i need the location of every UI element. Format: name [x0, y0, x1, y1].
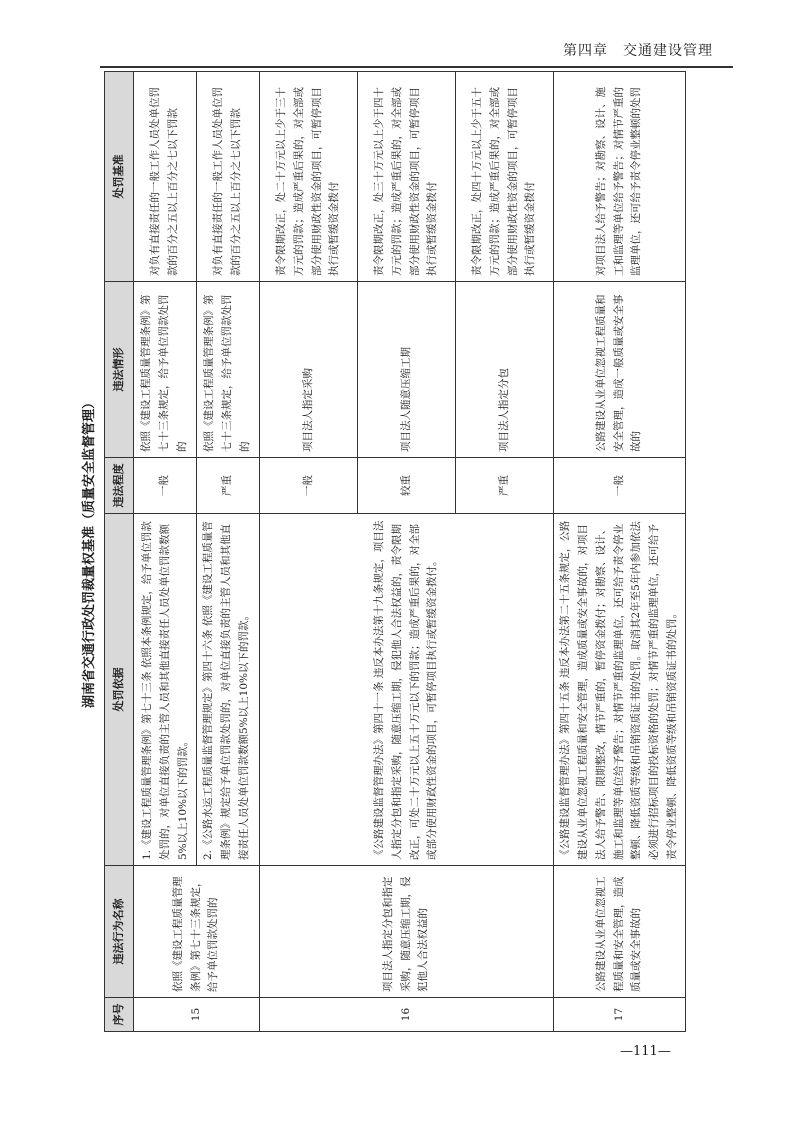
violation-degree: 一般 — [260, 458, 358, 514]
page-number: —111— — [620, 1044, 671, 1059]
header-rule — [100, 66, 733, 68]
penalty-standard: 对负有直接责任的一般工作人员处单位罚款的百分之五以上百分之七以下罚款 — [134, 72, 197, 282]
violation-degree: 一般 — [134, 458, 197, 514]
penalty-standard: 对负有直接责任的一般工作人员处单位罚款的百分之五以上百分之七以下罚款 — [197, 72, 260, 282]
legal-basis: 《公路建设监督管理办法》第四十五条 违反本办法第二十五条规定，公路建设从业单位忽视工程质量和安全管理，造成质量或安全事故的，对项目法人给予警告、限期整改，情节严重的，暂停资金拨付；对勘察、设计、施工和监理等单位给予警告；对情节严重的监理单位，还可给予责令停业整顿、降低资质等级和吊销资质证书的处罚。取消其2年至5年内参加依法必须进行招标项目的投标资格的处罚；对情节严重的监理单位，还可给予责令停业整顿、降低资质等级和吊销资质证书的处罚。 — [554, 514, 686, 866]
col-header-name: 违法行为名称 — [105, 866, 134, 998]
violation-name: 依照《建设工程质量管理条例》第七十三条规定，给予单位罚款处罚的 — [134, 866, 260, 998]
rotated-table-container — [82, 72, 679, 1032]
row-number: 16 — [260, 998, 554, 1032]
violation-situation: 公路建设从业单位忽视工程质量和安全管理，造成一般质量或安全事故的 — [554, 282, 686, 458]
col-header-no: 序号 — [105, 998, 134, 1032]
row-number: 17 — [554, 998, 686, 1032]
col-header-penalty: 处罚基准 — [105, 72, 134, 282]
col-header-degree: 违法程度 — [105, 458, 134, 514]
table-title: 湖南省交通行政处罚裁量权基准（质量安全监督管理） — [82, 396, 97, 709]
table-row — [260, 72, 358, 1032]
violation-degree: 一般 — [554, 458, 686, 514]
legal-basis-part: 2.《公路水运工程质量监督管理规定》第四十六条 依照《建设工程质量管理条例》规定给予单位罚款处罚的，对单位直接负责的主管人员和其他直接责任人员处单位罚款数额5%以上10%以下的罚款。 — [196, 514, 254, 865]
violation-situation: 项目法人指定分包 — [456, 282, 554, 458]
table-row — [554, 72, 686, 1032]
penalty-standard: 责令限期改正，处三十万元以上少于四十万元的罚款；造成严重后果的，对全部或部分使用财政性资金的项目，可暂停项目执行或暂缓资金拨付 — [358, 72, 456, 282]
col-header-basis: 处罚依据 — [105, 514, 134, 866]
page-header: 第四章 交通建设管理 — [563, 43, 713, 59]
violation-name: 公路建设从业单位忽视工程质量和安全管理，造成质量或安全事故的 — [554, 866, 686, 998]
violation-situation: 项目法人指定采购 — [260, 282, 358, 458]
col-header-situation: 违法情形 — [105, 282, 134, 458]
legal-basis: 《公路建设监督管理办法》第四十一条 违反本办法第十九条规定，项目法人指定分包和指定采购，随意压缩工期，侵犯他人合法权益的，责令限期改正，可处二十万元以上五十万元以下的罚款；造成严重后果的，对全部或部分使用财政性资金的项目，可暂停项目执行或暂缓资金拨付。 — [260, 514, 554, 866]
violation-name: 项目法人指定分包和指定采购，随意压缩工期，侵犯他人合法权益的 — [260, 866, 554, 998]
table-header-row — [105, 72, 134, 1032]
penalty-standard: 责令限期改正，处四十万元以上少于五十万元的罚款；造成严重后果的，对全部或部分使用财政性资金的项目，可暂停项目执行或暂缓资金拨付 — [456, 72, 554, 282]
violation-situation: 项目法人随意压缩工期 — [358, 282, 456, 458]
violation-degree: 严重 — [197, 458, 260, 514]
legal-basis — [134, 514, 260, 866]
violation-situation: 依照《建设工程质量管理条例》第七十三条规定，给予单位罚款处罚的 — [197, 282, 260, 458]
row-number: 15 — [134, 998, 260, 1032]
penalty-standards-table — [104, 71, 686, 1032]
penalty-standard: 责令限期改正，处二十万元以上少于三十万元的罚款；造成严重后果的，对全部或部分使用财政性资金的项目，可暂停项目执行或暂缓资金拨付 — [260, 72, 358, 282]
table-row — [134, 72, 197, 1032]
violation-situation: 依照《建设工程质量管理条例》第七十三条规定，给予单位罚款处罚的 — [134, 282, 197, 458]
violation-degree: 严重 — [456, 458, 554, 514]
penalty-standard: 对项目法人给予警告；对勘察、设计、施工和监理等单位给予警告；对情节严重的监理单位，还可给予责令停业整顿的处罚 — [554, 72, 686, 282]
violation-degree: 较重 — [358, 458, 456, 514]
legal-basis-part: 1.《建设工程质量管理条例》第七十三条 依照本条例规定，给予单位罚款处罚的，对单位直接负责的主管人员和其他直接责任人员处单位罚款数额5%以上10%以下的罚款。 — [141, 521, 190, 860]
